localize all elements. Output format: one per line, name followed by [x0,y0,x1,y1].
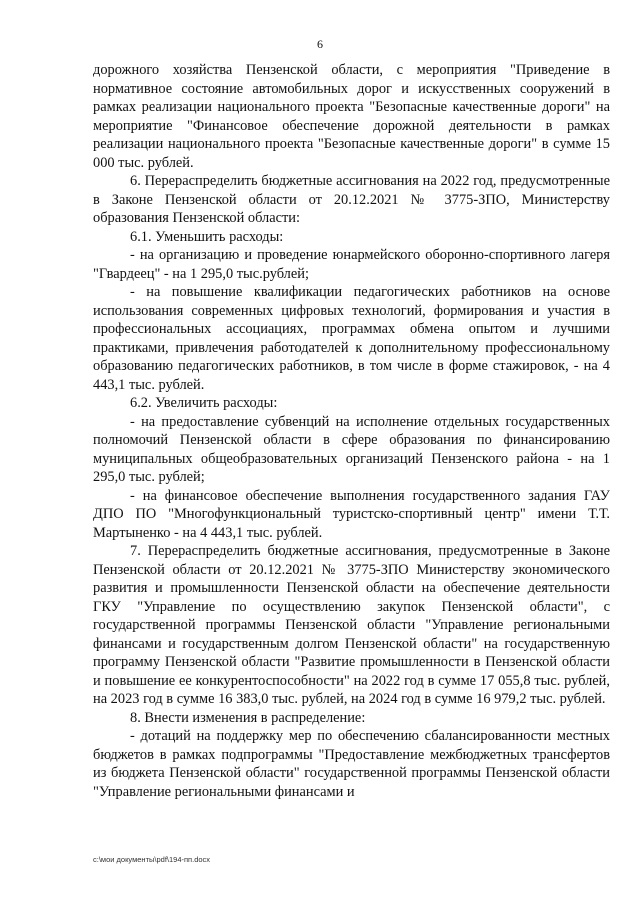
paragraph: - на предоставление субвенций на исполнение отдельных государственных полномочий Пензенской области в сфере образования по финансированию муниципальных общеобразовательных организаций Пензенского района - на 1 295,0 тыс. рублей; [93,413,610,485]
paragraph: 6. Перераспределить бюджетные ассигнования на 2022 год, предусмотренные в Законе Пензенской области от 20.12.2021 № 3775-ЗПО, Министерству образования Пензенской области: [93,173,610,226]
paragraph: 6.1. Уменьшить расходы: [130,228,284,245]
paragraph: - на организацию и проведение юнармейского оборонно-спортивного лагеря "Гвардеец" - на 1 295,0 тыс.рублей; [93,247,610,282]
paragraph: дорожного хозяйства Пензенской области, с мероприятия "Приведение в нормативное состояние автомобильных дорог и искусственных сооружений в рамках реализации национального проекта "Безопасные качественные дороги" на мероприятие "Финансовое обеспечение дорожной деятельности в рамках реализации национального проекта "Безопасные качественные дороги" в сумме 15 000 тыс. рублей. [93,62,610,171]
paragraph: 6.2. Увеличить расходы: [130,395,278,411]
document-body [93,61,610,801]
paragraph: 7. Перераспределить бюджетные ассигнования, предусмотренные в Законе Пензенской области от 20.12.2021 № 3775-ЗПО Министерству экономического развития и промышленности Пензенской области на обеспечение деятельности ГКУ "Управление по осуществлению закупок Пензенской области", с государственной программы Пензенской области "Управление региональными финансами и государственным долгом Пензенской области" на государственную программу Пензенской области "Развитие промышленности в Пензенской области и повышение ее конкурентоспособности" на 2022 год в сумме 17 055,8 тыс. рублей, на 2023 год в сумме 16 383,0 тыс. рублей, на 2024 год в сумме 16 979,2 тыс. рублей. [93,543,610,707]
paragraph: 8. Внести изменения в распределение: [130,709,366,726]
page-number: 6 [317,37,323,51]
paragraph: - на финансовое обеспечение выполнения государственного задания ГАУ ДПО ПО "Многофункциональный туристско-спортивный центр" имени Т.Т. Мартыненко - на 4 443,1 тыс. рублей. [93,487,610,541]
file-path-footer: c:\мои документы\pdf\194-пп.docx [93,855,211,864]
paragraph: - дотаций на поддержку мер по обеспечению сбалансированности местных бюджетов в рамках подпрограммы "Предоставление межбюджетных трансфертов из бюджета Пензенской области" государственной программы Пензенской области "Управление региональными финансами и [93,728,610,800]
paragraph: - на повышение квалификации педагогических работников на основе использования современных цифровых технологий, формирования и участия в профессиональных ассоциациях, программах обмена опытом и лучшими практиками, привлечения работодателей к дополнительному профессиональному образованию педагогических работников, в том числе в форме стажировок, - на 4 443,1 тыс. рублей. [93,284,610,393]
